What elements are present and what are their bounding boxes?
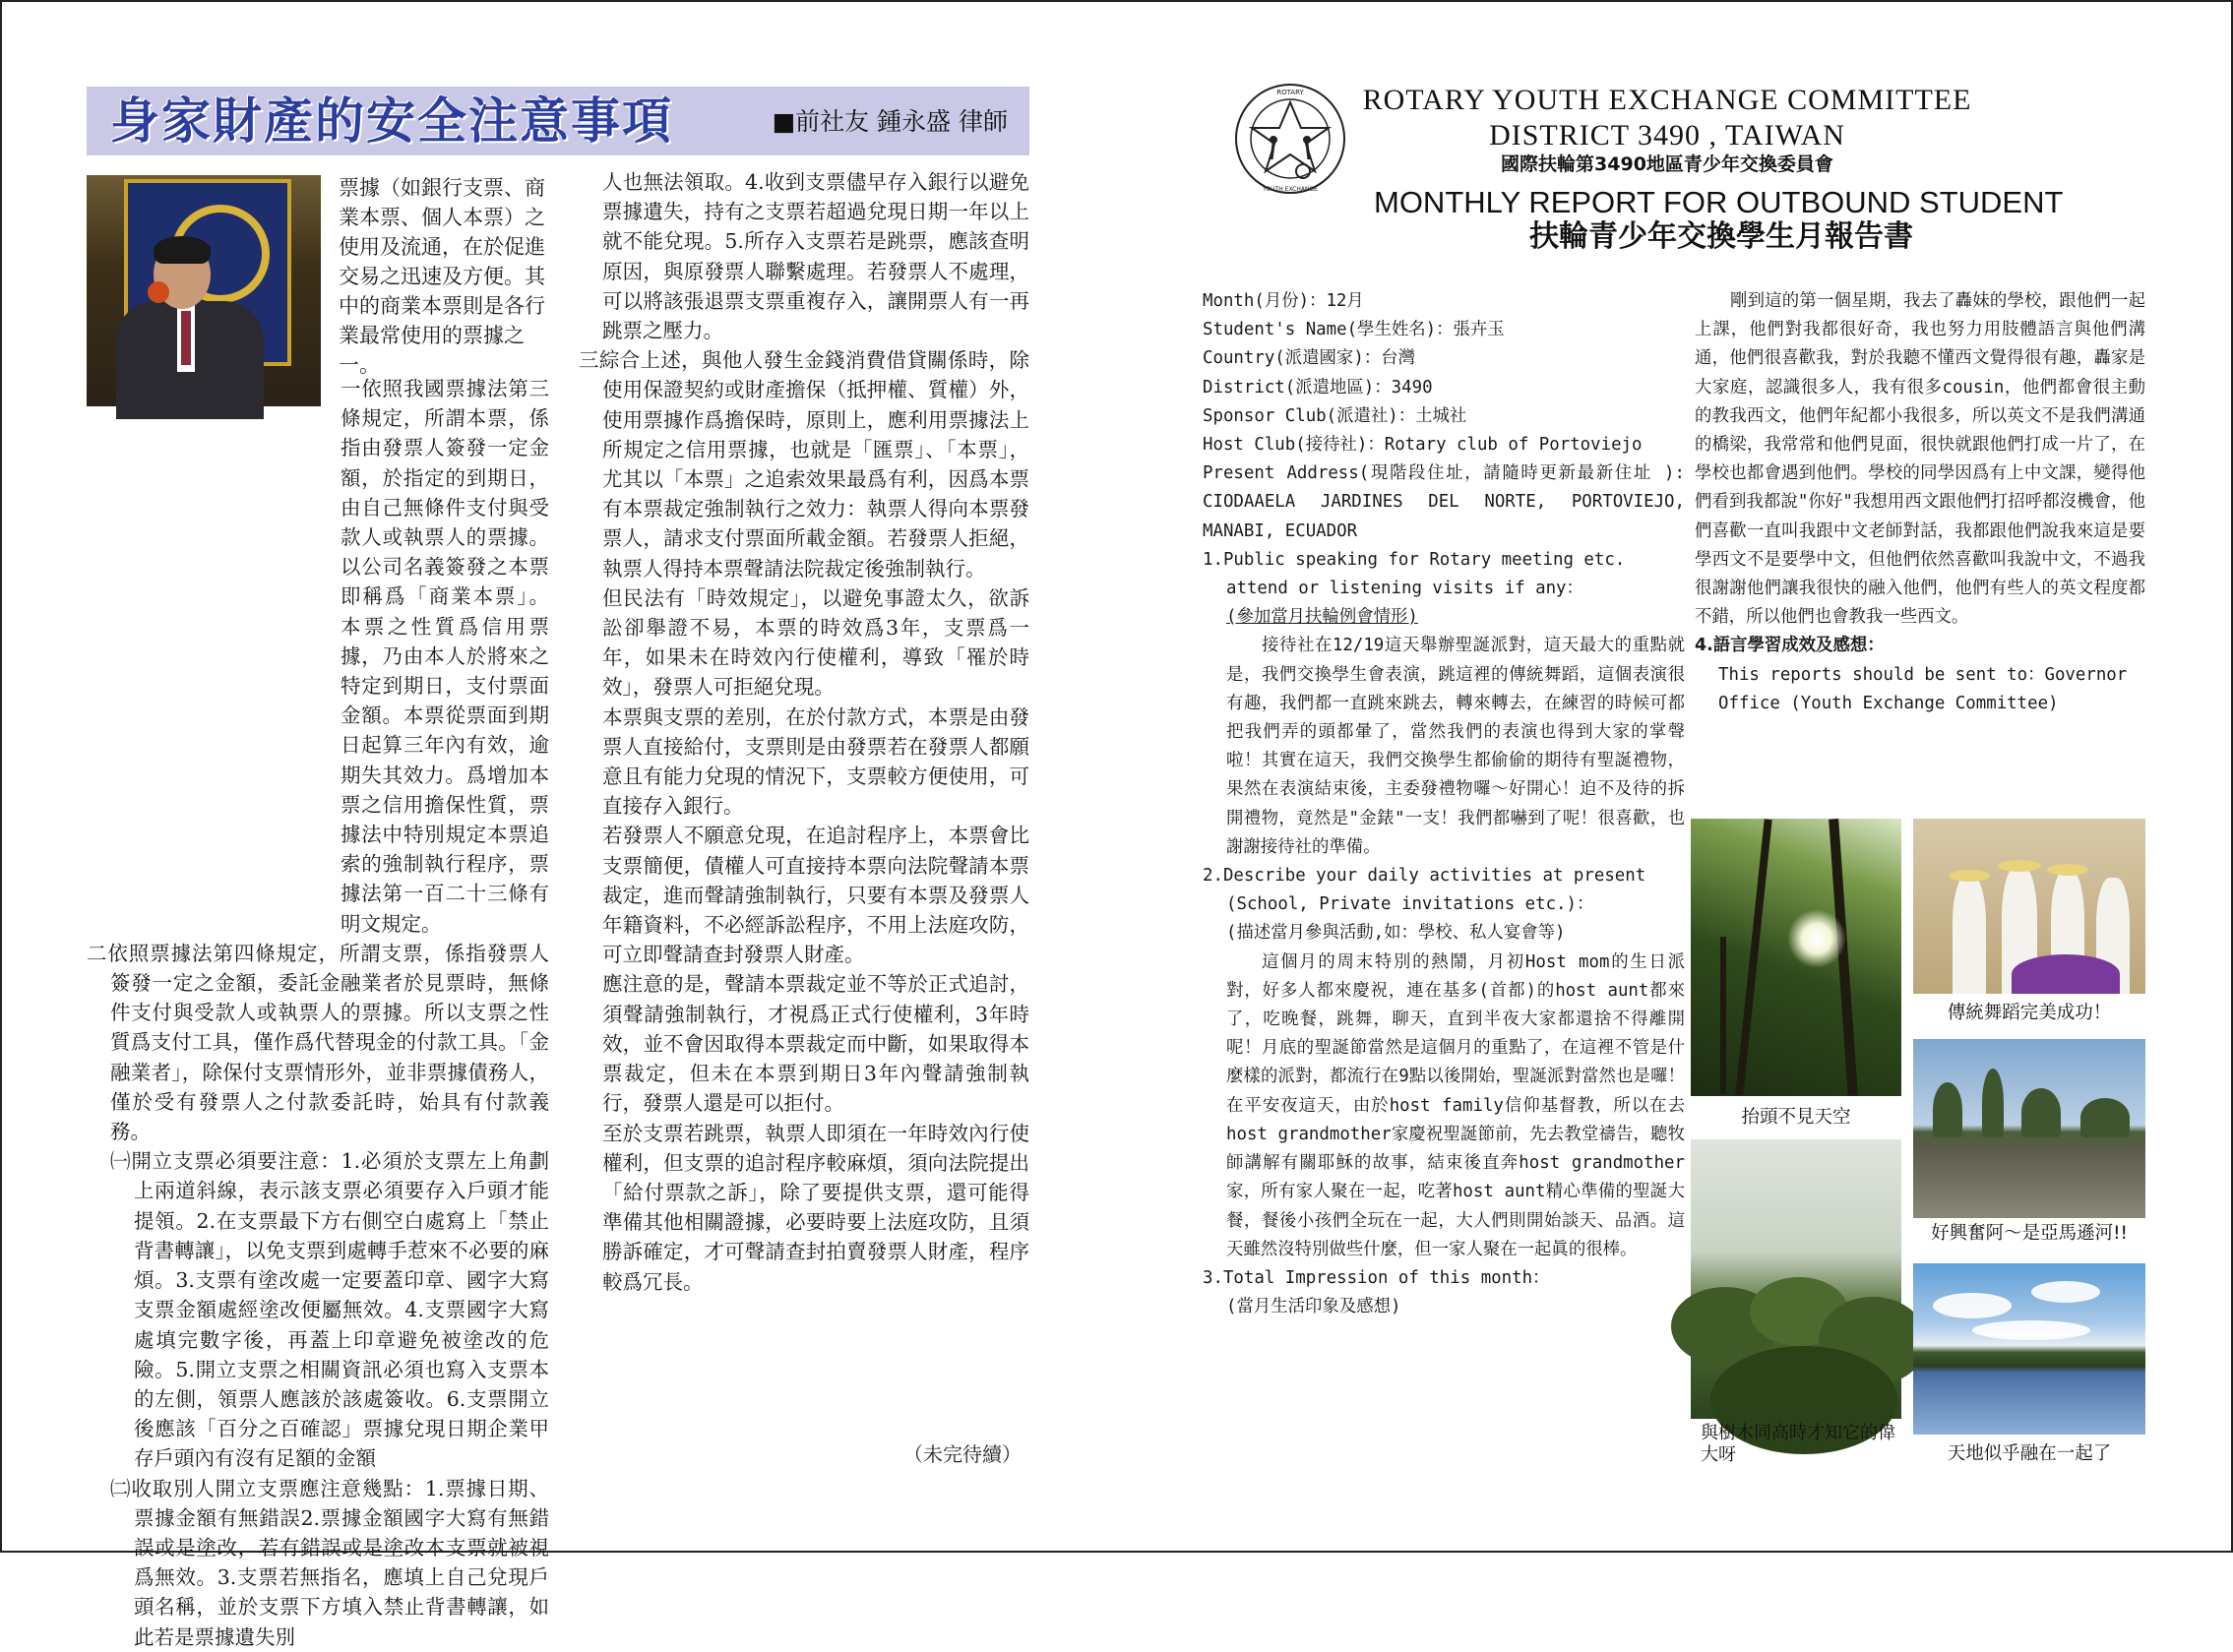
logo-text-bottom: YOUTH EXCHANGE [1263,186,1318,193]
question-1-title: 1.Public speaking for Rotary meeting etc. attend or listening visits if any： [1203,549,1626,599]
submission-note: This reports should be sent to：Governor Office (Youth Exchange Committee) [1718,664,2128,713]
field-host-club: Host Club(接待社)：Rotary club of Portoviejo [1203,435,1643,456]
question-3-title: 3.Total Impression of this month： [1203,1267,1550,1288]
photo-caption: 與樹木同高時才知它的偉大呀 [1701,1423,1895,1465]
left-page [0,0,1116,1649]
district-title: DISTRICT 3490 , TAIWAN [1489,119,1845,152]
right-page [1116,0,2233,1553]
question-3-answer: 剛到這的第一個星期，我去了轟妹的學校，跟他們一起上課，他們對我都很好奇，我也努力用肢體語言與他們溝通，他們很喜歡我，對於我聽不懂西文覺得很有趣，轟家是大家庭，認識很多人，我有很多cousin，他們都會很主動的教我西文，他們年紀都小我很多，所以英文不是我們溝通的橋梁，我常常和他們見面，很快就跟他們打成一片了，在學校也都會遇到他們。學校的同學因爲有上中文課，變得他們看到我都說"你好"我想用西文跟他們打招呼都沒機會，他們喜歡一直叫我跟中文老師對話，我都跟他們說我來這是要學西文不是要學中文，但他們依然喜歡叫我說中文，不過我很謝謝他們讓我很快的融入他們，他們有些人的英文程度都不錯，所以他們也會教我一些西文。 [1695,291,2145,628]
photo-caption: 抬頭不見天空 [1741,1107,1851,1128]
photo-amazon-river [1913,1039,2145,1218]
sun-icon [1787,909,1846,968]
field-sponsor-club: Sponsor Club(派遣社)：土城社 [1203,405,1467,426]
field-student-name: Student's Name(學生姓名)：張卉玉 [1203,320,1505,340]
photo-forest-canopy [1691,819,1901,1096]
photo-caption: 傳統舞蹈完美成功！ [1947,1003,2112,1023]
question-1-subtitle: (參加當月扶輪例會情形) [1226,607,1418,628]
to-be-continued-note: （未完待續） [903,1442,1022,1466]
article-column-2 [579,167,1029,1297]
photo-tree-top-view [1691,1139,1901,1419]
paragraph: 人也無法領取。4.收到支票儘早存入銀行以避免票據遺失，持有之支票若超過兌現日期一年以上就不能兌現。5.所存入支票若是跳票，應該查明原因，與原發票人聯繫處理。若發票人不處理，可以將該張退票支票重複存入，讓開票人有一再跳票之壓力。 [602,170,1029,343]
question-2-subtitle: (描述當月參與活動,如：學校、私人宴會等) [1226,923,1566,944]
question-2-title: 2.Describe your daily activities at present (School, Private invitations etc.)： [1203,866,1646,915]
article-title: 身家財產的安全注意事項 [110,92,673,150]
committee-title-zh: 國際扶輪第3490地區青少年交換委員會 [1501,153,1833,175]
article-lead: 票據（如銀行支票、商業本票、個人本票）之使用及流通，在於促進交易之迅速及方便。其中的商業本票則是各行業最常使用的票據之一。 [339,176,545,377]
paragraph: ㈠開立支票必須要注意：1.必須於支票左上角劃上兩道斜線，表示該支票必須要存入戶頭才能提領。2.在支票最下方右側空白處寫上「禁止背書轉讓」，以免支票到處轉手惹來不必要的麻煩。3.支票有塗改處一定要蓋印章、國字大寫支票金額處經塗改便屬無效。4.支票國字大寫處填完數字後，再蓋上印章避免被塗改的危險。5.開立支票之相關資訊必須也寫入支票本的左側，領票人應該於該處簽收。6.支票開立後應該「百分之百確認」票據兌現日期企業甲存戶頭內有沒有足額的金額 [110,1149,549,1471]
paragraph: 本票與支票的差別，在於付款方式，本票是由發票人直接給付，支票則是由發票若在發票人都願意且有能力兌現的情況下，支票較方便使用，可直接存入銀行。 [602,704,1029,819]
report-column-2 [1695,287,2145,718]
paragraph: 一依照我國票據法第三條規定，所謂本票，係指由發票人簽發一定金額，於指定的到期日，由自己無條件支付與受款人或執票人的票據。以公司名義簽發之本票即稱爲「商業本票」。本票之性質爲信用票據，乃由本人於將來之特定到期日，支付票面金額。本票從票面到期日起算三年內有效，逾期失其效力。爲增加本票之信用擔保性質，票據法中特別規定本票追索的強制執行程序，票據法第一百二十三條有明文規定。 [341,377,549,936]
report-column-1 [1203,287,1685,1321]
field-present-address: Present Address(現階段住址，請隨時更新最新住址 ): CIODAAELA JARDINES DEL NORTE, PORTOVIEJO, MANABI, ECUADOR [1203,463,1685,541]
rotary-youth-exchange-logo [1232,81,1348,197]
article-author: ■前社友 鍾永盛 律師 [772,107,1008,136]
paragraph: 但民法有「時效規定」，以避免事證太久，欲訴訟卻舉證不易，本票的時效爲3年，支票爲一年，如果未在時效內行使權利，導致「罹於時效」，發票人可拒絕兌現。 [602,585,1029,700]
photo-river-sky [1913,1263,2145,1435]
paragraph: ㈡收取別人開立支票應注意幾點：1.票據日期、票據金額有無錯誤2.票據金額國字大寫有無錯誤或是塗改，若有錯誤或是塗改本支票就被視爲無效。3.支票若無指名，應填上自己兌現戶頭名稱，並於支票下方填入禁止背書轉讓，如此若是票據遺失別 [110,1476,549,1649]
committee-title: ROTARY YOUTH EXCHANGE COMMITTEE [1362,84,1972,116]
field-district: District(派遣地區)：3490 [1203,377,1433,398]
field-country: Country(派遣國家)：台灣 [1203,348,1415,369]
report-title: MONTHLY REPORT FOR OUTBOUND STUDENT [1374,185,2064,219]
question-4-title: 4.語言學習成效及感想： [1695,636,1885,656]
photo-caption: 天地似乎融在一起了 [1947,1443,2112,1464]
paragraph: 應注意的是，聲請本票裁定並不等於正式追討，須聲請強制執行，才視爲正式行使權利，3年時效，並不會因取得本票裁定而中斷，如果取得本票裁定，但未在本票到期日3年內聲請強制執行，發票人還是可以拒付。 [602,972,1029,1116]
question-3-subtitle: (當月生活印象及感想) [1226,1297,1401,1317]
author-photo [87,175,321,406]
paragraph: 若發票人不願意兌現，在追討程序上，本票會比支票簡便，債權人可直接持本票向法院聲請本票裁定，進而聲請強制執行，只要有本票及發票人年籍資料，不必經訴訟程序，不用上法庭攻防，可立即聲請查封發票人財產。 [602,824,1029,967]
microphone-icon [148,281,169,303]
paragraph: 至於支票若跳票，執票人即須在一年時效內行使權利，但支票的追討程序較麻煩，須向法院提出「給付票款之訴」，除了要提供支票，還可能得準備其他相關證據，必要時要上法庭攻防，且須勝訴確定，才可聲請查封拍賣發票人財產，程序較爲冗長。 [602,1121,1029,1294]
article-column-1 [87,374,549,1652]
field-month: Month(月份)：12月 [1203,291,1364,311]
photo-traditional-dance [1913,819,2145,994]
logo-text-top: ROTARY [1276,89,1304,96]
report-title-zh: 扶輪青少年交換學生月報告書 [1529,219,1913,254]
question-2-answer: 這個月的周末特別的熱鬧，月初Host mom的生日派對，好多人都來慶祝，連在基多(首都)的host aunt都來了，吃晚餐，跳舞，聊天，直到半夜大家都還捨不得離開呢！月底的聖誕節當然是這個月的重點了，在這裡不管是什麼樣的派對，都流行在9點以後開始，聖誕派對當然也是囉！在平安夜這天，由於host family信仰基督教，所以在去host grandmother家慶祝聖誕節前，先去教堂禱告，聽牧師講解有關耶穌的故事，結束後直奔host grandmother家，所有家人聚在一起，吃著host aunt精心準備的聖誕大餐，餐後小孩們全玩在一起，大人們則開始談天、品酒。這天雖然沒特別做些什麼，但一家人聚在一起眞的很棒。 [1226,951,1685,1259]
paragraph: 二依照票據法第四條規定，所謂支票，係指發票人簽發一定之金額，委託金融業者於見票時，無條件支付與受款人或執票人的票據。所以支票之性質爲支付工具，僅作爲代替現金的付款工具。「金融業者」，除保付支票情形外，並非票據債務人，僅於受有發票人之付款委託時，始具有付款義務。 [87,941,549,1144]
article-title-bar [87,87,1029,155]
photo-caption: 好興奮阿～是亞馬遜河!! [1931,1223,2128,1244]
question-1-answer: 接待社在12/19這天舉辦聖誕派對，這天最大的重點就是，我們交換學生會表演，跳這裡的傳統舞蹈，這個表演很有趣，我們都一直跳來跳去，轉來轉去，在練習的時候可都把我們弄的頭都暈了，當然我們的表演也得到大家的掌聲啦！其實在這天，我們交換學生都偷偷的期待有聖誕禮物，果然在表演結束後，主委發禮物囉～好開心！迫不及待的拆開禮物，竟然是"金錶"一支！我們都嚇到了呢！很喜歡，也謝謝接待社的準備。 [1226,636,1685,857]
paragraph: 三綜合上述，與他人發生金錢消費借貸關係時，除使用保證契約或財產擔保（抵押權、質權）外，使用票據作爲擔保時，原則上，應利用票據法上所規定之信用票據，也就是「匯票」、「本票」，尤其以「本票」之追索效果最爲有利，因爲本票有本票裁定強制執行之效力：執票人得向本票發票人，請求支付票面所載金額。若發票人拒絕，執票人得持本票聲請法院裁定後強制執行。 [579,348,1029,581]
